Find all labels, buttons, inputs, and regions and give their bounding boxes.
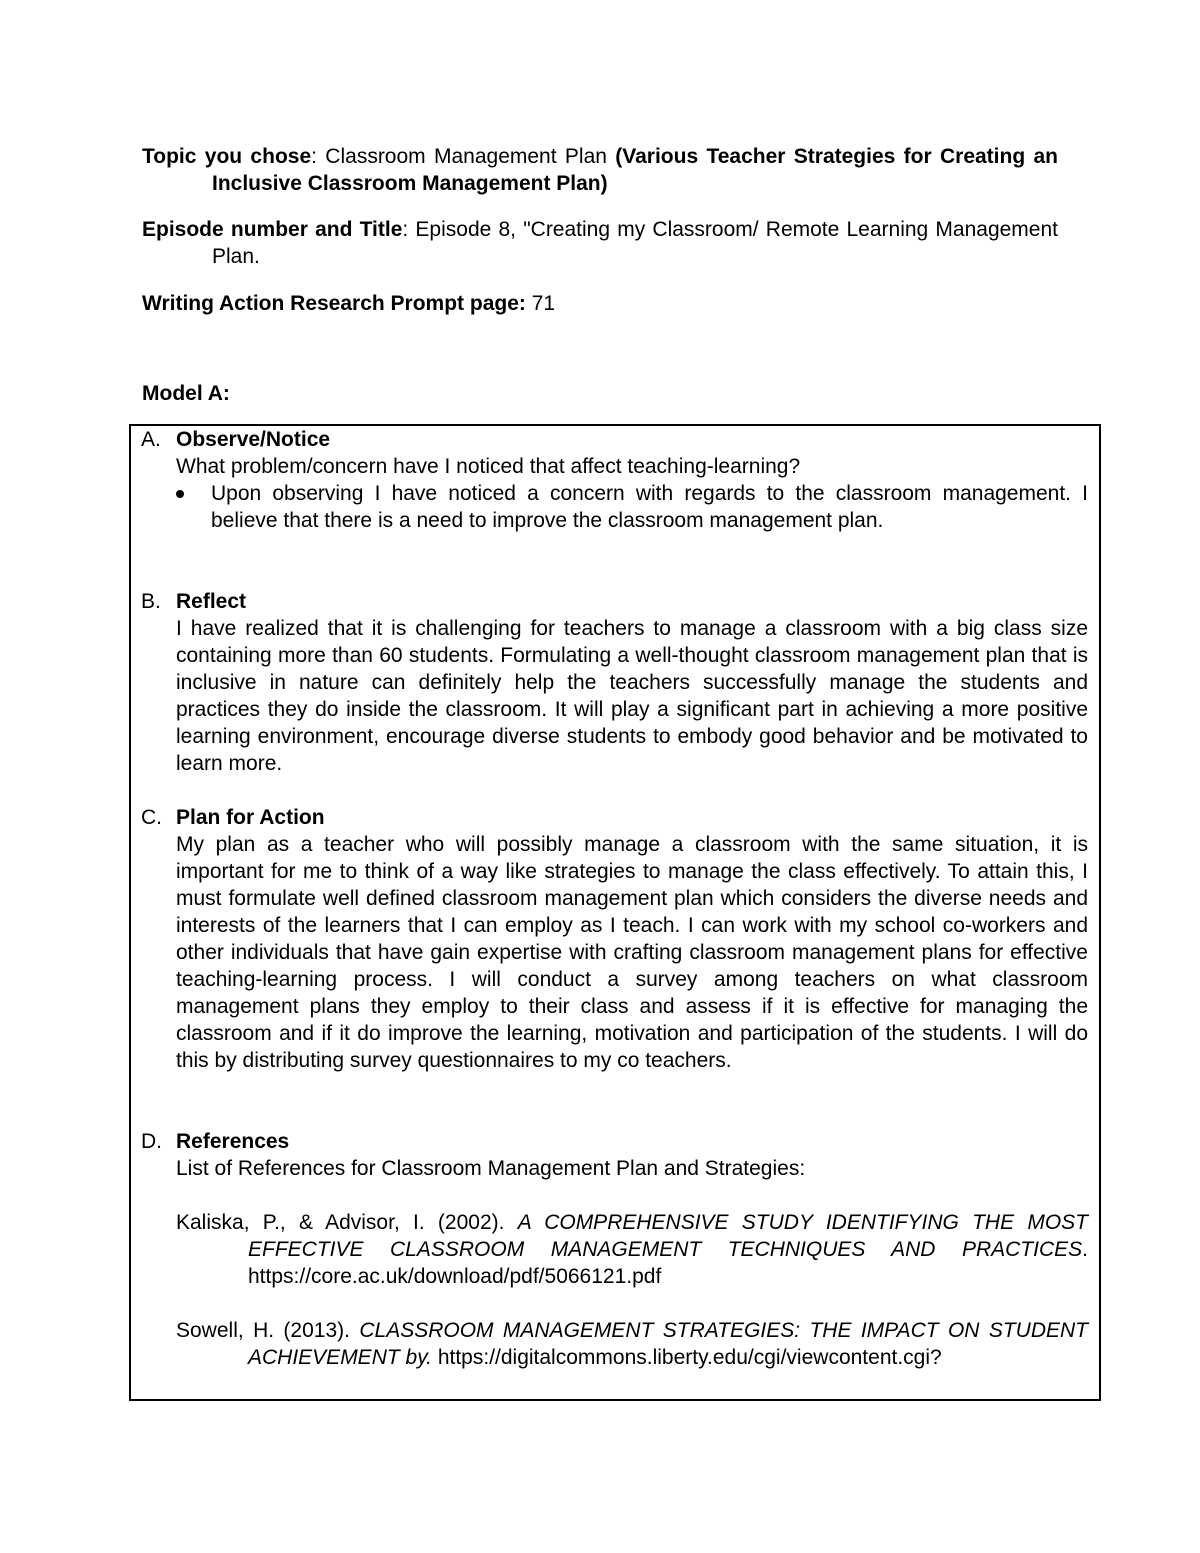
section-text: I have realized that it is challenging for teachers to manage a classroom with a big class size containing more than 60 students. Formulating a well-thought classroom management plan that is inclusive in nature can definitely help the teachers successfully manage the students and practices they do inside the classroom. It will play a significant part in achieving a more positive learning environment, encourage diverse students to embody good behavior and be motivated to learn more. [176,617,1088,775]
reference-title: A COMPREHENSIVE STUDY IDENTIFYING THE MOST EFFECTIVE CLASSROOM MANAGEMENT TECHNIQUES AND PRACTICES [248,1211,1088,1261]
section-letter: C. [141,806,162,829]
reference-authors: Sowell, H. (2013). [176,1319,360,1342]
section-body [176,1128,1088,1371]
episode-value: : Episode 8, "Creating my Classroom/ Remote Learning Management Plan. [212,218,1058,268]
reference-link[interactable]: . https://core.ac.uk/download/pdf/5066121.pdf [248,1238,1088,1288]
section-text: My plan as a teacher who will possibly manage a classroom with the same situation, it is important for me to think of a way like strategies to manage the class effectively. To attain this, I must formulate well defined classroom management plan which considers the diverse needs and interests of the learners that I can employ as I teach. I can work with my school co-workers and other individuals that have gain expertise with crafting classroom management plans for effective teaching-learning process. I will conduct a survey among teachers on what classroom management plans they employ to their class and assess if it is effective for managing the classroom and if it do improve the learning, motivation and participation of the students. I will do this by distributing survey questionnaires to my co teachers. [176,833,1088,1072]
section-title: Reflect [176,590,247,613]
bullet-text: Upon observing I have noticed a concern with regards to the classroom management. I believe that there is a need to improve the classroom management plan. [211,482,1088,532]
episode-line [142,216,1058,270]
section-body [176,588,1088,777]
topic-value: : Classroom Management Plan [311,145,616,168]
reference-link[interactable]: https://digitalcommons.liberty.edu/cgi/viewcontent.cgi? [437,1346,942,1369]
section-body [176,426,1088,534]
reference-entry [176,1209,1088,1290]
section-letter: A. [141,428,161,451]
section-letter: B. [141,590,161,613]
topic-line [142,143,1058,197]
prompt-label: Writing Action Research Prompt page: [142,292,526,315]
bullet-item [176,480,1088,534]
section-title: References [176,1130,290,1153]
section-title: Plan for Action [176,806,325,829]
prompt-line [142,290,1058,317]
bullet-icon [176,490,184,498]
reference-authors: Kaliska, P., & Advisor, I. (2002). [176,1211,518,1234]
section-letter: D. [141,1130,162,1153]
topic-label: Topic you chose [142,145,312,168]
section-body [176,804,1088,1074]
prompt-value: 71 [525,292,556,315]
references-intro: List of References for Classroom Management Plan and Strategies: [176,1157,806,1180]
section-title: Observe/Notice [176,428,331,451]
reference-title: CLASSROOM MANAGEMENT STRATEGIES: THE IMPACT ON STUDENT ACHIEVEMENT by. [248,1319,1088,1369]
episode-label: Episode number and Title [142,218,403,241]
model-heading [142,380,1058,407]
section-question: What problem/concern have I noticed that affect teaching-learning? [176,455,801,478]
reference-entry [176,1317,1088,1371]
model-label: Model A: [142,382,230,405]
topic-bold-value: (Various Teacher Strategies for Creating an Inclusive Classroom Management Plan) [212,145,1058,195]
